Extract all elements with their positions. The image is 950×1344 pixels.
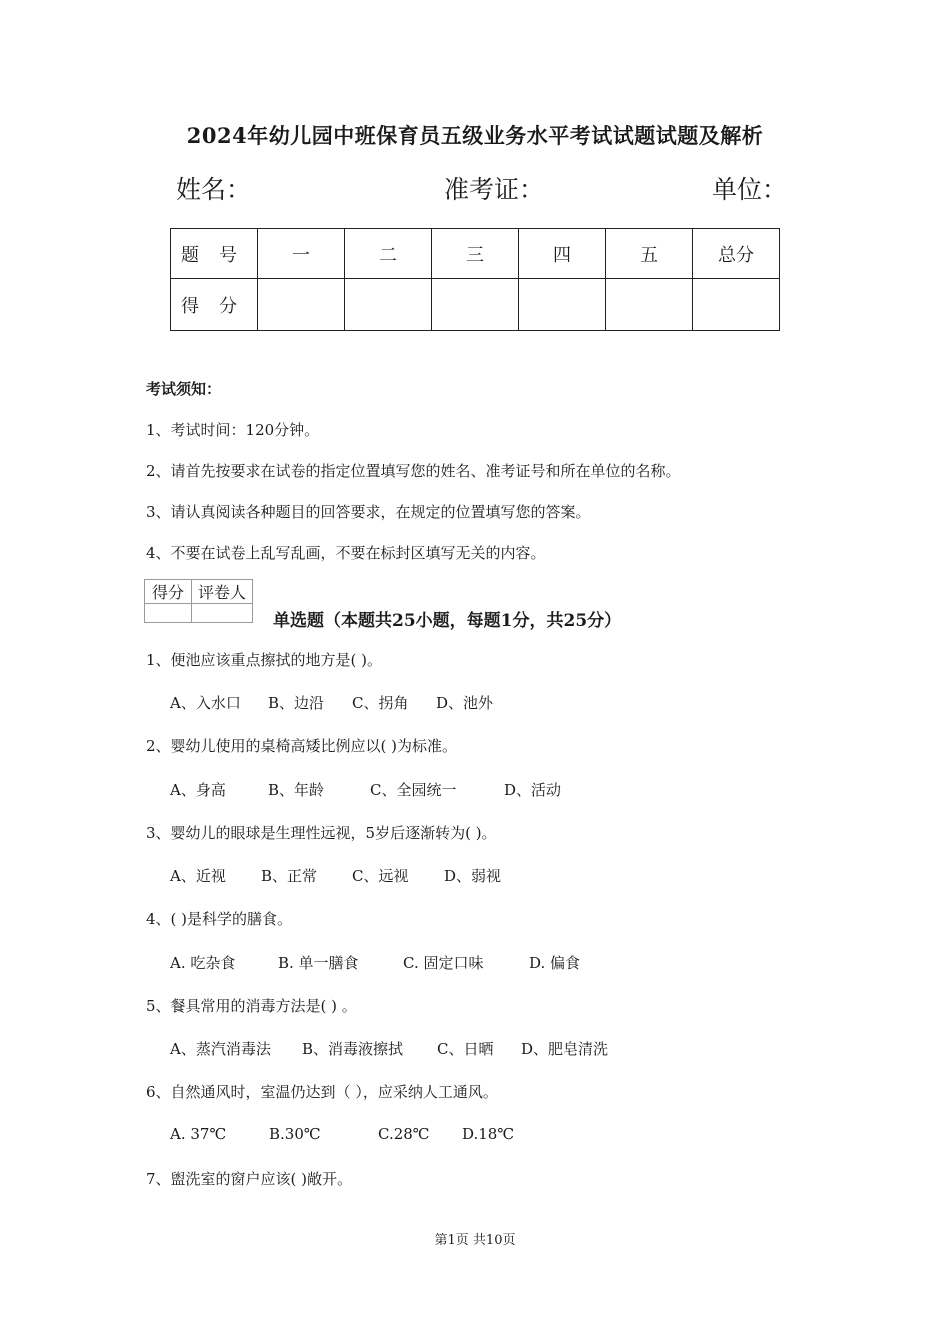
notice-item: 1、考试时间：120分钟。 <box>146 421 320 439</box>
option-d: D、肥皂清洗 <box>521 1040 609 1058</box>
notice-item: 4、不要在试卷上乱写乱画，不要在标封区填写无关的内容。 <box>146 544 546 562</box>
page-footer: 第1页 共10页 <box>434 1233 516 1248</box>
score-table-column-4: 四 <box>519 229 606 279</box>
option-d: D、活动 <box>504 781 562 799</box>
question-text: 4、( )是科学的膳食。 <box>146 910 293 928</box>
question-text: 7、盥洗室的窗户应该( )敞开。 <box>146 1170 353 1188</box>
score-table-column-2: 二 <box>345 229 432 279</box>
unit-field-label: 单位： <box>712 175 788 204</box>
section-title: 单选题（本题共25小题，每题1分，共25分） <box>273 611 622 631</box>
score-cell-total[interactable] <box>693 279 780 331</box>
option-b: B、正常 <box>261 867 318 885</box>
option-c: C、全园统一 <box>370 781 457 799</box>
exam-id-field-label: 准考证： <box>444 175 545 204</box>
option-b: B、年龄 <box>268 781 325 799</box>
option-d: D.18℃ <box>462 1125 515 1143</box>
question-text: 1、便池应该重点擦拭的地方是( )。 <box>146 651 383 669</box>
notice-item: 3、请认真阅读各种题目的回答要求，在规定的位置填写您的答案。 <box>146 503 591 521</box>
question-text: 3、婴幼儿的眼球是生理性远视，5岁后逐渐转为( )。 <box>146 824 497 842</box>
page-title: 2024年幼儿园中班保育员五级业务水平考试试题试题及解析 <box>186 123 764 148</box>
option-b: B. 单一膳食 <box>278 954 359 972</box>
option-a: A. 37℃ <box>170 1125 227 1143</box>
option-c: C. 固定口味 <box>403 954 484 972</box>
option-b: B.30℃ <box>269 1125 321 1143</box>
option-b: B、边沿 <box>268 694 325 712</box>
score-cell-2[interactable] <box>345 279 432 331</box>
option-a: A. 吃杂食 <box>170 954 236 972</box>
question-text: 2、婴幼儿使用的桌椅高矮比例应以( )为标准。 <box>146 737 458 755</box>
notice-heading: 考试须知： <box>146 380 222 398</box>
option-a: A、身高 <box>170 781 226 799</box>
notice-item: 2、请首先按要求在试卷的指定位置填写您的姓名、准考证号和所在单位的名称。 <box>146 462 681 480</box>
option-a: A、近视 <box>170 867 226 885</box>
option-d: D、池外 <box>436 694 494 712</box>
option-a: A、蒸汽消毒法 <box>170 1040 271 1058</box>
score-cell-1[interactable] <box>258 279 345 331</box>
grader-box <box>144 579 253 623</box>
name-field-label: 姓名： <box>176 175 252 204</box>
option-c: C.28℃ <box>378 1125 430 1143</box>
score-cell-4[interactable] <box>519 279 606 331</box>
score-table-header-label: 题号 <box>171 229 258 279</box>
grader-score-cell[interactable] <box>145 604 192 623</box>
option-c: C、日晒 <box>437 1040 494 1058</box>
score-table-column-5: 五 <box>606 229 693 279</box>
question-text: 5、餐具常用的消毒方法是( ) 。 <box>146 997 357 1015</box>
grader-name-label: 评卷人 <box>192 580 253 604</box>
option-d: D、弱视 <box>444 867 502 885</box>
option-c: C、远视 <box>352 867 409 885</box>
score-table-column-3: 三 <box>432 229 519 279</box>
option-c: C、拐角 <box>352 694 409 712</box>
score-table-column-1: 一 <box>258 229 345 279</box>
grader-score-label: 得分 <box>145 580 192 604</box>
option-d: D. 偏食 <box>529 954 581 972</box>
option-b: B、消毒液擦拭 <box>302 1040 404 1058</box>
question-text: 6、自然通风时，室温仍达到（ ），应采纳人工通风。 <box>146 1083 498 1101</box>
score-table-column-total: 总分 <box>693 229 780 279</box>
score-cell-5[interactable] <box>606 279 693 331</box>
grader-name-cell[interactable] <box>192 604 253 623</box>
score-table <box>170 228 780 331</box>
option-a: A、入水口 <box>170 694 241 712</box>
score-table-score-label: 得分 <box>171 279 258 331</box>
score-cell-3[interactable] <box>432 279 519 331</box>
